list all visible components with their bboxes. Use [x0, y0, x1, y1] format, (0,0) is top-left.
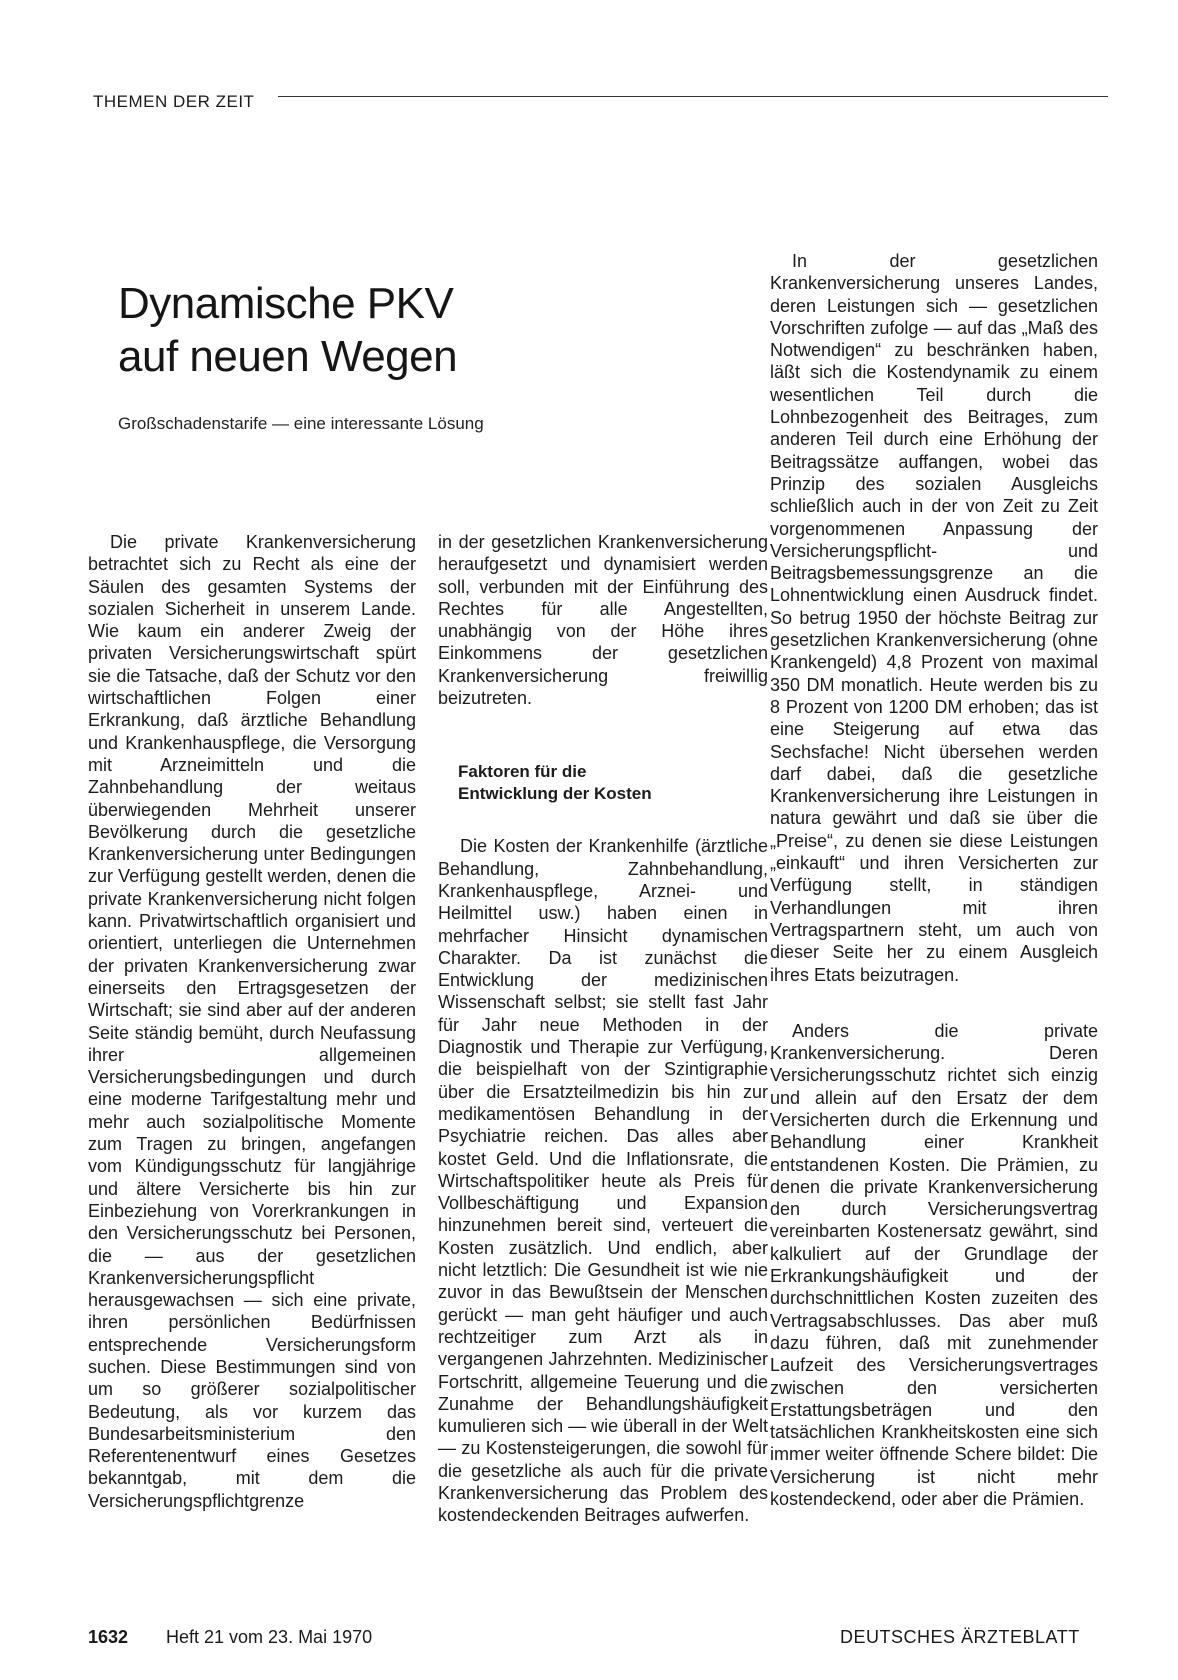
- subheading-line-1: Faktoren für die: [458, 762, 587, 782]
- title-line-1: Dynamische PKV: [118, 279, 454, 329]
- issue-info: Heft 21 vom 23. Mai 1970: [166, 1627, 373, 1647]
- section-subheading: [438, 761, 768, 805]
- body-paragraph: Die private Krankenversicherung betrachtet sich zu Recht als eine der Säulen des gesamten Systems der sozialen Sicherheit in unserem Lande. Wie kaum ein anderer Zweig der privaten Versicherungswirtschaft spürt sie die Tatsache, daß der Schutz vor den wirtschaftlichen Folgen einer Erkrankung, daß ärztliche Behandlung und Krankenhauspflege, die Versorgung mit Arzneimitteln und die Zahnbehandlung der weitaus überwiegenden Mehrheit unserer Bevölkerung durch die gesetzliche Krankenversicherung unter Bedingungen zur Verfügung gestellt werden, denen die private Krankenversicherung nicht folgen kann. Privatwirtschaftlich organisiert und orientiert, unterliegen die Unternehmen der privaten Krankenversicherung zwar einerseits den Ertragsgesetzen der Wirtschaft; sie sind aber auf der anderen Seite ständig bemüht, durch Neufassung ihrer allgemeinen Versicherungsbedingungen und durch eine moderne Tarifgestaltung mehr und mehr auch sozialpolitische Momente zum Tragen zu bringen, angefangen vom Kündigungsschutz für langjährige und ältere Versicherte bis hin zur Einbeziehung von Vorerkrankungen in den Versicherungsschutz bei Personen, die — aus der gesetzlichen Krankenversicherungspflicht herausgewachsen — sich eine private, ihren persönlichen Bedürfnissen entsprechende Versicherungsform suchen. Diese Bestimmungen sind von um so größerer sozialpolitischer Bedeutung, als vor kurzem das Bundesarbeitsministerium den Referentenentwurf eines Gesetzes bekanntgab, mit dem die Versicherungspflichtgrenze: [88, 532, 416, 1511]
- body-paragraph: In der gesetzlichen Krankenversicherung unseres Landes, deren Leistungen sich — gesetzlichen Vorschriften zufolge — auf das „Maß des Notwendigen“ zu beschränken haben, läßt sich die Kostendynamik zu einem wesentlichen Teil durch die Lohnbezogenheit des Beitrages, zum anderen Teil durch eine Erhöhung der Beitragssätze auffangen, wobei das Prinzip des sozialen Ausgleichs schließlich auch in der von Zeit zu Zeit vorgenommenen Anpassung der Versicherungspflicht- und Beitragsbemessungsgrenze an die Lohnentwicklung einen Ausdruck findet. So betrug 1950 der höchste Beitrag zur gesetzlichen Krankenversicherung (ohne Krankengeld) 4,8 Prozent von maximal 350 DM monatlich. Heute werden bis zu 8 Prozent von 1200 DM erhoben; das ist eine Steigerung auf etwa das Sechsfache! Nicht übersehen werden darf dabei, daß die gesetzliche Krankenversicherung ihre Leistungen in natura gewährt und daß sie über die „Preise“, zu denen sie diese Leistungen „einkauft“ und ihren Versicherten zur Verfügung stellt, in ständigen Verhandlungen mit ihren Vertragspartnern steht, um auch von dieser Seite her zu einem Ausgleich ihres Etats beizutragen.: [770, 251, 1098, 985]
- body-paragraph: Die Kosten der Krankenhilfe (ärztliche Behandlung, Zahnbehandlung, Krankenhauspflege, Arznei- und Heilmittel usw.) haben einen in mehrfacher Hinsicht dynamischen Charakter. Da ist zunächst die Entwicklung der medizinischen Wissenschaft selbst; sie stellt fast Jahr für Jahr neue Methoden in der Diagnostik und Therapie zur Verfügung, die beispielhaft von der Szintigraphie über die Ersatzteilmedizin bis hin zur medikamentösen Behandlung in der Psychiatrie reichen. Das alles aber kostet Geld. Und die Inflationsrate, die Wirtschaftspolitiker heute als Preis für Vollbeschäftigung und Expansion hinzunehmen bereit sind, verteuert die Kosten zusätzlich. Und endlich, aber nicht letztlich: Die Gesundheit ist wie nie zuvor in das Bewußtsein der Menschen gerückt — man geht häufiger und auch rechtzeitiger zum Arzt als in vergangenen Jahrzehnten. Medizinischer Fortschritt, allgemeine Teuerung und die Zunahme der Behandlungshäufigkeit kumulieren sich — wie überall in der Welt — zu Kostensteigerungen, die sowohl für die gesetzliche als auch für die private Krankenversicherung das Problem des kostendeckenden Beitrages aufwerfen.: [438, 836, 768, 1526]
- running-head: THEMEN DER ZEIT: [93, 92, 255, 111]
- subheading-line-2: Entwicklung der Kosten: [458, 784, 652, 804]
- title-line-2: auf neuen Wegen: [118, 332, 458, 382]
- article-subtitle: Großschadenstarife — eine interessante Lösung: [118, 414, 484, 433]
- body-paragraph: in der gesetzlichen Krankenversicherung heraufgesetzt und dynamisiert werden soll, verbunden mit der Einführung des Rechtes für alle Angestellten, unabhängig von der Höhe ihres Einkommens der gesetzlichen Krankenversicherung freiwillig beizutreten.: [438, 532, 768, 709]
- header-rule: [278, 96, 1108, 97]
- body-paragraph: Anders die private Krankenversicherung. Deren Versicherungsschutz richtet sich einzig und allein auf den Ersatz der dem Versicherten durch die Erkennung und Behandlung einer Krankheit entstandenen Kosten. Die Prämien, zu denen die private Krankenversicherung den durch Versicherungsvertrag vereinbarten Kostenersatz gewährt, sind kalkuliert auf der Grundlage der Erkrankungshäufigkeit und der durchschnittlichen Kosten zuzeiten des Vertragsabschlusses. Das aber muß dazu führen, daß mit zunehmender Laufzeit des Versicherungsvertrages zwischen den versicherten Erstattungsbeträgen und den tatsächlichen Krankheitskosten eine sich immer weiter öffnende Schere bildet: Die Versicherung ist nicht mehr kostendeckend, oder aber die Prämien.: [770, 1020, 1098, 1510]
- article-title: [118, 277, 718, 383]
- journal-name: DEUTSCHES ÄRZTEBLATT: [840, 1627, 1080, 1647]
- text-column-2: [438, 531, 768, 1527]
- text-column-3: [770, 250, 1098, 1510]
- page-number: 1632: [88, 1627, 129, 1647]
- text-column-1: [88, 531, 416, 1512]
